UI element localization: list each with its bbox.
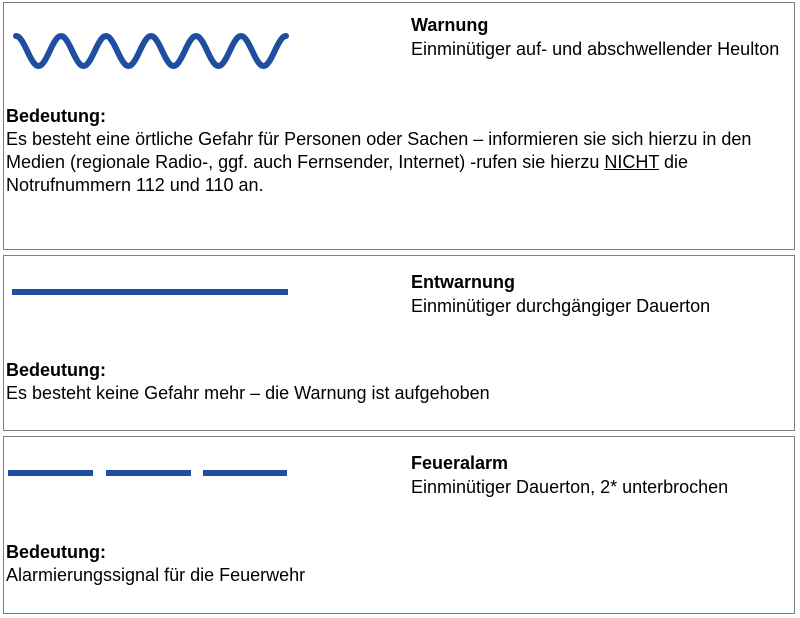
meaning-text: Alarmierungssignal für die Feuerwehr xyxy=(6,565,306,585)
signal-info xyxy=(411,270,790,318)
meaning-text-end: die Notrufnummern 112 und 110 an. xyxy=(6,152,689,195)
signal-title: Warnung xyxy=(411,15,489,35)
meaning-heading: Bedeutung: xyxy=(6,360,106,380)
signal-panel-warnung xyxy=(3,2,795,250)
meaning-emphasis: NICHT xyxy=(604,152,659,172)
meaning-text: Es besteht eine örtliche Gefahr für Personen oder Sachen – informieren sie sich hierzu in den Medien (regionale Radio-, ggf. auch Fernsender, Internet) -rufen sie hierzu xyxy=(6,129,752,172)
signal-panel-feueralarm xyxy=(3,436,795,614)
meaning-heading: Bedeutung: xyxy=(6,542,106,562)
meaning-block xyxy=(6,105,790,197)
signal-description: Einminütiger Dauerton, 2* unterbrochen xyxy=(411,477,729,497)
signal-title: Feueralarm xyxy=(411,453,509,473)
signal-description: Einminütiger durchgängiger Dauerton xyxy=(411,296,711,316)
dashed-line-icon xyxy=(8,467,290,479)
signal-info xyxy=(411,13,790,61)
signal-info xyxy=(411,451,790,499)
meaning-block xyxy=(6,541,790,587)
meaning-heading: Bedeutung: xyxy=(6,106,106,126)
meaning-block xyxy=(6,359,790,405)
signal-panel-entwarnung xyxy=(3,255,795,431)
signal-description: Einminütiger auf- und abschwellender Heulton xyxy=(411,39,780,59)
meaning-text: Es besteht keine Gefahr mehr – die Warnung ist aufgehoben xyxy=(6,383,490,403)
wavy-line-icon xyxy=(8,26,290,76)
solid-line-icon xyxy=(8,287,290,297)
signal-title: Entwarnung xyxy=(411,272,515,292)
